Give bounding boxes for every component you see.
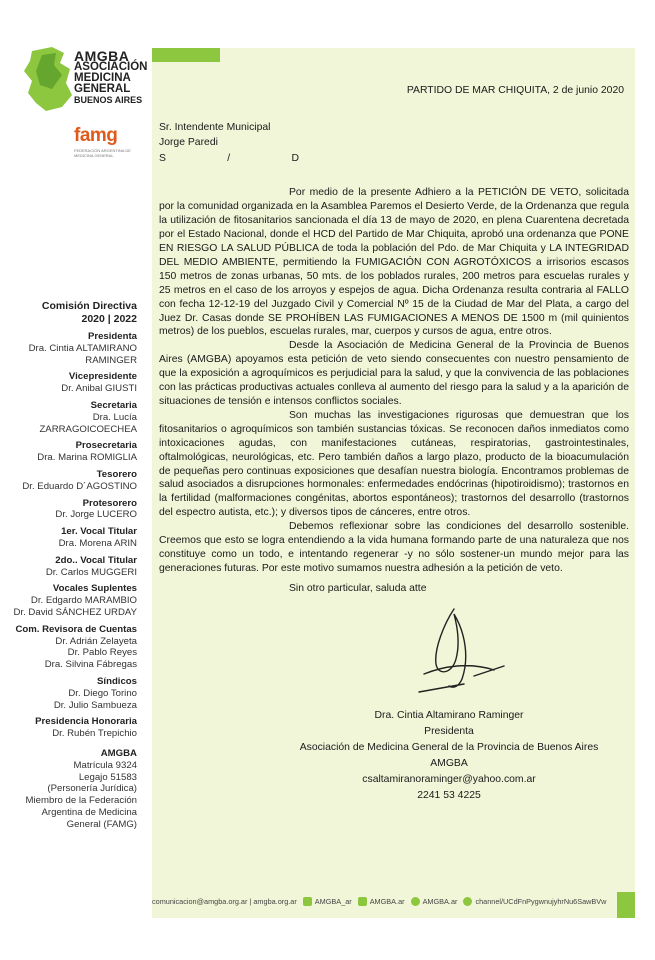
bottom-green-bar [617,892,635,918]
board-group [0,400,137,435]
board-member: Dra. Morena ARIN [58,537,137,549]
board-group [0,676,137,711]
commission-title: Comisión Directiva 2020 | 2022 [41,300,137,325]
footer-contact [152,897,617,906]
board-group [0,583,137,618]
signature-block [299,708,599,804]
board-role: Secretaria [90,399,137,411]
youtube-icon [463,897,472,906]
footer-email: comunicacion@amgba.org.ar | amgba.org.ar [152,897,297,906]
su-despacho: S / D [159,152,299,164]
amgba-logo [22,45,148,115]
footer-facebook: AMGBA.ar [369,897,405,906]
signer-org: Asociación de Medicina General de la Provincia de Buenos Aires [299,741,599,753]
paragraph-1: Por medio de la presente Adhiero a la PETICIÓN DE VETO, solicitada por la comunidad organizada en la Asamblea Paremos el Desierto Verde, de la Ordenanza que regula la utilización de fitosanitarios sancionada el día 13 de mayo de 2020, en plena Cuarentena decretada por el Estado Nacional, donde el HCD del Partido de Mar Chiquita, aprobó una ordenanza que PONE EN RIESGO LA SALUD PÚBLICA de toda la población del Pdo. de Mar Chiquita y LA INTEGRIDAD DEL MEDIO AMBIENTE, permitiendo la FUMIGACIÓN CON AGROTÓXICOS a irrisorios escasos 150 metros de zonas urbanas, 50 mts. de los poblados rurales, 200 metros para escuelas rurales y 25 metros en el caso de los arroyos y espejos de agua. Dicha Ordenanza resulta contraria al FALLO con fecha 12-12-19 del Juzgado Civil y Comercial Nº 15 de la Ciudad de Mar del Plata, a cargo del Juez Dr. Casas donde SE PROHÍBEN LAS FUMIGACIONES A MENOS DE 1500 m (mil quinientos metros) de los pueblos, escuelas rurales, mar, cuerpos y cursos de agua, entre otros. [159,187,629,338]
handwritten-signature [414,604,509,699]
signer-org-short: AMGBA [430,757,468,769]
board-member: Dr. Jorge LUCERO [55,509,137,521]
footer-youtube: channel/UCdFnPygwnujyhrNu6SawBVw [475,897,607,906]
instagram-icon [411,897,420,906]
recipient-line-1: Sr. Intendente Municipal [159,121,271,133]
amgba-info: AMGBA Matrícula 9324 Legajo 51583 (Personería Jurídica) Miembro de la Federación Argentina de Medicina General (FAMG) [0,748,137,831]
board-member: Dr. Anibal GIUSTI [61,383,137,395]
board-member: Dr. Julio Sambueza [53,699,137,711]
board-group [0,440,137,464]
board-group [0,624,137,671]
board-group [0,555,137,579]
signer-email: csaltamiranoraminger@yahoo.com.ar [362,773,536,785]
famg-subtitle: FEDERACIÓN ARGENTINA DE MEDICINA GENERAL [74,148,131,158]
board-member: ZARRAGOICOECHEA [39,423,137,435]
board-member: Dr. Edgardo MARAMBIO [30,595,137,607]
board-role: Presidenta [87,331,137,342]
board-group [0,371,137,395]
board-member: RAMINGER [85,354,137,366]
logo-line-1: AMGBA [74,48,130,64]
board-role: Prosecretaria [75,440,137,452]
logo-line-3: MEDICINA [74,72,131,84]
board-member: Dr. David SÁNCHEZ URDAY [13,606,137,618]
paragraph-3: Son muchas las investigaciones rigurosas que demuestran que los fitosanitarios o agroquímicos son también sustancias tóxicas. Se reconocen daños inmediatos como intoxicaciones agudas, con manifestaciones cutáneas, respiratorias, gastrointestinales, oftalmológicas, neurológicas, etc. Pero también daños a largo plazo, producto de la bioacumulación de pequeñas pero continuas exposiciones que desafían nuestra biología. Encontramos problemas de salud asociados a disrupciones hormonales: enfermedades endócrinas (hipotiroidismo); trastornos en la fertilidad (malformaciones congénitas, abortos espontáneos); trastornos del desarrollo (trastornos del espectro autista, etc.); y diversos tipos de cánceres, entre otros. [159,409,629,519]
board-member: Dr. Adrián Zelayeta [55,635,137,647]
top-green-bar [152,48,220,62]
footer-twitter: AMGBA_ar [314,897,352,906]
board-group [0,526,137,550]
board-role: Vicepresidente [68,371,137,383]
facebook-icon [358,897,367,906]
paragraph-2: Desde la Asociación de Medicina General de la Provincia de Buenos Aires (AMGBA) apoyamos esta petición de veto siendo consecuentes con nuestro pensamiento de que la exposición a agroquímicos es perjudicial para la salud, y que la convivencia de las poblaciones con las prácticas productivas actuales conlleva al aumento del riesgo para la salud y a la aparición de situaciones de tensión e intensos conflictos sociales. [159,340,629,407]
logo-line-5: BUENOS AIRES [74,95,143,105]
buenos-aires-map-icon [22,45,77,113]
board-role: Síndicos [97,675,137,687]
board-group [0,498,137,522]
signer-phone: 2241 53 4225 [417,789,481,801]
recipient [159,120,629,167]
letter-body [159,80,629,804]
famg-logo [72,122,142,160]
board-group [0,469,137,493]
logo-line-4: GENERAL [74,83,131,95]
board-member: Dr. Diego Torino [68,687,137,699]
logo-line-2: ASOCIACIÓN [74,61,148,73]
board-role: 1er. Vocal Titular [61,526,137,538]
signature-area [159,596,629,708]
letter-date: PARTIDO DE MAR CHIQUITA, 2 de junio 2020 [406,85,624,96]
board-role: Presidencia Honoraria [35,716,137,728]
twitter-icon [303,897,312,906]
footer-instagram: AMGBA.ar [422,897,458,906]
board-role: Vocales Suplentes [52,583,137,595]
famg-wordmark: famg [74,125,118,146]
board-member: Dra. Cintia ALTAMIRANO [28,342,137,354]
board-member: Dra. Lucía [92,411,137,423]
board-role: Com. Revisora de Cuentas [15,623,137,635]
board-member: Dra. Marina ROMIGLIA [37,452,137,464]
amgba-info-title: AMGBA [100,747,137,759]
paragraph-4: Debemos reflexionar sobre las condiciones del desarrollo sostenible. Creemos que esto se logra entendiendo a la vida humana formando parte de una naturaleza que nos constituye como un todo, e intentando regenerar -y no sólo sostener-un mundo mejor para las generaciones futuras. Por este motivo sumamos nuestra adhesión a la petición de veto. [159,521,629,574]
closing-line: Sin otro particular, saluda atte [289,582,427,594]
board-member: Dr. Carlos MUGGERI [45,566,137,578]
signer-name: Dra. Cintia Altamirano Raminger [374,709,524,721]
board-group [0,331,137,366]
board-member: Dr. Eduardo D´AGOSTINO [22,480,137,492]
board-member: Dr. Rubén Trepichio [52,728,137,740]
board-sidebar [0,300,137,830]
board-role: 2do.. Vocal Titular [55,554,137,566]
board-role: Tesorero [96,468,137,480]
board-member: Dr. Pablo Reyes [67,647,137,659]
signer-title: Presidenta [424,725,474,737]
board-role: Protesorero [82,497,137,509]
board-member: Dra. Silvina Fábregas [44,659,137,671]
board-groups [0,331,137,740]
recipient-line-2: Jorge Paredi [159,137,218,149]
board-group [0,716,137,740]
